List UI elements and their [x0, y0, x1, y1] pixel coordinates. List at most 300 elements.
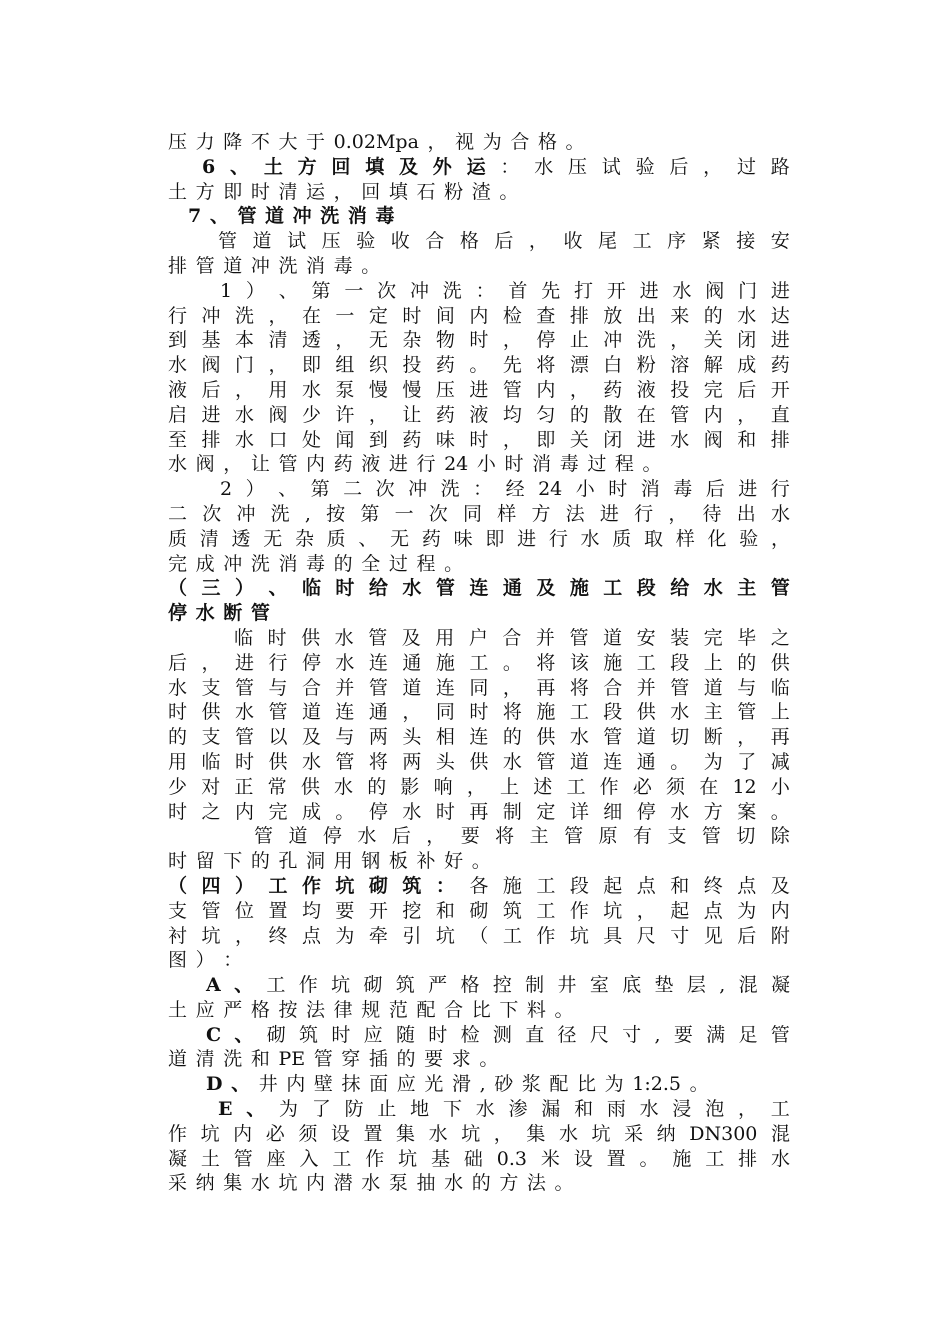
text-char: 。: [502, 651, 522, 674]
text-char: 进: [517, 527, 537, 550]
text-char: ，: [234, 378, 254, 401]
text-char: 透: [301, 329, 321, 352]
text-char: 为: [703, 750, 723, 773]
text-char: 第: [310, 478, 330, 501]
text-char: 2: [220, 478, 233, 501]
text-char: 给: [368, 577, 388, 600]
text-char: 连: [469, 577, 489, 600]
text-char: 作: [599, 775, 619, 798]
text-char: 在: [301, 304, 321, 327]
text-char: PE: [278, 1048, 306, 1071]
text-char: 及: [399, 155, 419, 178]
text-char: 格: [250, 998, 270, 1021]
text-char: 设: [573, 1147, 593, 1170]
text-char: 应: [396, 1073, 416, 1096]
text-char: 洗: [636, 329, 656, 352]
text-char: 室: [589, 974, 609, 997]
text-char: 合: [603, 676, 623, 699]
text-char: 管: [254, 825, 274, 848]
text-line: [168, 378, 790, 403]
text-char: 水: [639, 1098, 659, 1121]
text-char: 施: [672, 1147, 692, 1170]
text-char: 成: [737, 354, 757, 377]
text-char: 作: [301, 874, 321, 897]
text-char: 小: [476, 453, 496, 476]
text-char: 道: [252, 230, 272, 253]
text-char: 、: [246, 1098, 266, 1121]
text-char: 两: [402, 750, 422, 773]
text-char: 溶: [670, 354, 690, 377]
text-char: 要: [335, 899, 355, 922]
text-char: 牵: [368, 924, 388, 947]
text-char: 同: [435, 701, 455, 724]
text-char: 管: [564, 825, 584, 848]
text-char: 工: [502, 924, 522, 947]
text-char: 后: [669, 155, 689, 178]
text-char: 的: [502, 726, 522, 749]
text-char: ，: [223, 453, 243, 476]
text-char: 样: [675, 527, 695, 550]
text-char: ，: [737, 403, 757, 426]
text-char: 清: [268, 329, 288, 352]
text-char: 米: [540, 1147, 560, 1170]
text-char: ，: [636, 899, 656, 922]
text-char: 述: [533, 775, 553, 798]
text-char: 影: [400, 775, 420, 798]
text-char: 坑: [398, 1147, 418, 1170]
text-char: ，: [335, 329, 355, 352]
text-char: 砌: [363, 974, 383, 997]
text-char: 定: [368, 304, 388, 327]
text-char: 方: [703, 800, 723, 823]
text-char: 供: [301, 626, 321, 649]
text-char: 后: [737, 924, 757, 947]
text-char: 筑: [402, 874, 422, 897]
text-char: 通: [402, 651, 422, 674]
text-char: ，: [402, 701, 422, 724]
text-char: 断: [223, 602, 243, 625]
text-line: [168, 279, 790, 304]
text-char: 让: [402, 403, 422, 426]
text-char: 进: [599, 502, 619, 525]
text-char: 进: [234, 651, 254, 674]
text-char: 冲: [236, 502, 256, 525]
text-char: 毒: [559, 453, 579, 476]
text-char: 寸: [622, 1023, 642, 1046]
text-char: 上: [770, 701, 790, 724]
text-char: 排: [770, 428, 790, 451]
text-char: 药: [435, 354, 455, 377]
text-line: [168, 601, 790, 626]
text-char: 料: [526, 998, 546, 1021]
text-char: 道: [636, 726, 656, 749]
text-char: 临: [301, 577, 321, 600]
text-char: ，: [368, 403, 388, 426]
text-char: 、: [231, 1073, 251, 1096]
text-char: 药: [770, 354, 790, 377]
text-char: 粉: [444, 180, 464, 203]
text-char: 均: [502, 403, 522, 426]
text-char: 排: [168, 254, 188, 277]
text-char: 。: [469, 354, 489, 377]
text-char: 时: [331, 1023, 351, 1046]
text-char: 水: [234, 701, 254, 724]
text-char: 排: [738, 1147, 758, 1170]
text-char: 土: [200, 1147, 220, 1170]
text-char: 停: [322, 825, 342, 848]
text-char: 置: [268, 899, 288, 922]
text-char: 留: [195, 850, 215, 873]
text-char: 支: [201, 726, 221, 749]
text-char: 0.02Mpa: [333, 131, 419, 153]
text-char: 进: [201, 403, 221, 426]
text-char: 时: [435, 800, 455, 823]
text-char: 临: [770, 676, 790, 699]
text-char: 本: [234, 329, 254, 352]
text-char: 和: [737, 428, 757, 451]
text-char: 。: [642, 453, 662, 476]
text-char: 时: [428, 1023, 448, 1046]
text-char: 、: [234, 1023, 254, 1046]
text-char: 的: [367, 775, 387, 798]
text-char: 。: [670, 750, 690, 773]
text-line: [168, 824, 790, 849]
text-char: 点: [737, 874, 757, 897]
text-char: 和: [435, 899, 455, 922]
text-char: 再: [770, 726, 790, 749]
text-char: 工: [332, 1147, 352, 1170]
text-char: 水: [670, 428, 690, 451]
text-char: 行: [634, 502, 654, 525]
text-char: ：: [475, 279, 495, 302]
text-char: 后: [168, 651, 188, 674]
text-char: 内: [286, 1073, 306, 1096]
text-char: 泵: [388, 1172, 408, 1195]
text-char: 井: [258, 1073, 278, 1096]
text-char: 关: [703, 329, 723, 352]
text-char: 在: [699, 775, 719, 798]
text-char: 四: [201, 874, 221, 897]
text-char: 连: [335, 701, 355, 724]
text-line: [168, 452, 790, 477]
text-char: 次: [375, 478, 395, 501]
text-char: 下: [499, 998, 519, 1021]
text-char: 按: [278, 998, 298, 1021]
text-char: 。: [554, 1172, 574, 1195]
text-char: 两: [368, 726, 388, 749]
text-char: 放: [603, 304, 623, 327]
text-char: 开: [606, 279, 626, 302]
text-char: 时: [267, 626, 287, 649]
text-char: ，: [569, 378, 589, 401]
text-char: 冲: [409, 279, 429, 302]
text-line: [168, 676, 790, 701]
text-line: [168, 899, 790, 924]
text-char: 水: [361, 1172, 381, 1195]
text-char: 打: [574, 279, 594, 302]
text-char: 并: [335, 676, 355, 699]
text-char: ，: [333, 180, 353, 203]
text-char: 图: [168, 949, 188, 972]
text-char: 洗: [223, 1048, 243, 1071]
text-char: 须: [666, 775, 686, 798]
text-char: 细: [603, 800, 623, 823]
text-char: 为: [737, 899, 757, 922]
text-char: 在: [636, 403, 656, 426]
text-char: 压: [168, 131, 188, 153]
text-char: 填: [365, 155, 385, 178]
text-char: 供: [300, 775, 320, 798]
text-char: 作: [298, 974, 318, 997]
text-char: 相: [435, 726, 455, 749]
text-char: 供: [636, 701, 656, 724]
text-char: 水: [737, 304, 757, 327]
text-char: 时: [469, 701, 489, 724]
text-char: 足: [738, 1023, 758, 1046]
text-char: 法: [565, 502, 585, 525]
text-char: 。: [479, 1048, 499, 1071]
text-char: 于: [306, 131, 326, 153]
text-char: 道: [703, 676, 723, 699]
text-char: 格: [537, 131, 557, 153]
text-char: 水: [168, 453, 188, 476]
text-char: 。: [361, 254, 381, 277]
text-char: 漂: [569, 354, 589, 377]
text-line: [168, 527, 790, 552]
text-char: 24: [444, 453, 469, 476]
text-line: [168, 403, 790, 428]
text-char: 管: [234, 726, 254, 749]
text-char: 水: [234, 403, 254, 426]
text-char: 许: [335, 403, 355, 426]
text-char: 时: [168, 701, 188, 724]
text-line: [168, 229, 790, 254]
text-char: （: [168, 874, 188, 897]
text-char: 严: [223, 998, 243, 1021]
text-char: 上: [703, 651, 723, 674]
text-char: 范: [388, 998, 408, 1021]
text-char: 管: [278, 453, 298, 476]
text-char: 安: [636, 626, 656, 649]
text-char: 管: [368, 676, 388, 699]
text-char: 内: [469, 304, 489, 327]
text-char: ，: [268, 354, 288, 377]
text-char: 和: [574, 1098, 594, 1121]
text-char: 终: [703, 874, 723, 897]
text-char: 压: [435, 378, 455, 401]
text-char: 方: [297, 155, 317, 178]
text-char: 连: [368, 651, 388, 674]
text-char: 内: [306, 453, 326, 476]
text-char: 液: [636, 378, 656, 401]
text-char: 压: [321, 230, 341, 253]
text-char: 集: [223, 1172, 243, 1195]
text-char: 下: [223, 850, 243, 873]
text-char: 时: [168, 800, 188, 823]
text-char: 渗: [508, 1098, 528, 1121]
text-char: 冲: [250, 254, 270, 277]
text-char: 施: [569, 577, 589, 600]
text-char: 正: [234, 775, 254, 798]
text-char: 响: [433, 775, 453, 798]
text-char: 质: [612, 527, 632, 550]
text-char: 程: [614, 453, 634, 476]
text-char: 冲: [223, 552, 243, 575]
text-char: 毒: [375, 205, 395, 228]
text-char: 点: [703, 899, 723, 922]
text-char: 管: [201, 899, 221, 922]
text-char: 将: [495, 825, 515, 848]
text-line: [168, 353, 790, 378]
text-line: [168, 1122, 790, 1147]
text-char: 起: [670, 899, 690, 922]
text-char: ）: [234, 577, 254, 600]
text-char: 冲: [408, 478, 428, 501]
text-char: 连: [469, 726, 489, 749]
text-char: 坑: [461, 1122, 481, 1145]
text-char: 成: [195, 552, 215, 575]
text-char: 味: [453, 527, 473, 550]
text-char: 时: [402, 304, 422, 327]
text-char: 段: [569, 874, 589, 897]
text-char: 消: [640, 478, 660, 501]
text-char: 基: [431, 1147, 451, 1170]
text-char: 水: [670, 800, 690, 823]
text-char: 施: [603, 651, 623, 674]
text-char: 石: [416, 180, 436, 203]
text-char: 力: [195, 131, 215, 153]
text-char: 。: [554, 998, 574, 1021]
text-char: 好: [444, 850, 464, 873]
text-char: 并: [535, 626, 555, 649]
text-char: 工: [536, 899, 556, 922]
text-char: 土: [168, 998, 188, 1021]
text-char: 入: [299, 1147, 319, 1170]
text-char: 三: [201, 577, 221, 600]
text-char: 先: [502, 354, 522, 377]
text-char: 行: [548, 527, 568, 550]
text-char: 。: [444, 552, 464, 575]
text-char: 小: [770, 775, 790, 798]
text-char: ，: [502, 676, 522, 699]
text-char: 户: [468, 626, 488, 649]
text-char: 坑: [591, 1122, 611, 1145]
text-line: [168, 1171, 790, 1196]
text-char: 了: [737, 750, 757, 773]
text-char: 程: [416, 552, 436, 575]
text-line: [168, 1097, 790, 1122]
text-char: 取: [644, 527, 664, 550]
text-char: 水: [335, 651, 355, 674]
text-char: 时: [608, 478, 628, 501]
text-char: 、: [278, 279, 298, 302]
text-char: 用: [435, 626, 455, 649]
text-char: ，: [528, 230, 548, 253]
text-char: 大: [278, 131, 298, 153]
text-char: 置: [363, 1122, 383, 1145]
text-char: 寸: [670, 924, 690, 947]
text-char: 液: [469, 403, 489, 426]
text-char: 面: [369, 1073, 389, 1096]
text-char: 头: [402, 726, 422, 749]
text-char: ,: [719, 974, 726, 997]
text-char: 给: [670, 577, 690, 600]
text-char: 停: [168, 602, 188, 625]
text-char: 层: [686, 974, 706, 997]
text-line: [168, 948, 790, 973]
text-char: 工: [566, 775, 586, 798]
text-char: 验: [739, 527, 759, 550]
text-char: 光: [424, 1073, 444, 1096]
text-char: 到: [168, 329, 188, 352]
text-char: 筑: [502, 899, 522, 922]
text-char: 了: [311, 1098, 331, 1121]
text-char: ，: [466, 775, 486, 798]
text-char: 主: [703, 701, 723, 724]
text-char: 抹: [341, 1073, 361, 1096]
text-char: 管: [770, 1023, 790, 1046]
text-char: 关: [569, 428, 589, 451]
text-char: 完: [268, 800, 288, 823]
text-char: 进: [388, 453, 408, 476]
text-char: 出: [636, 304, 656, 327]
text-char: 查: [536, 304, 556, 327]
text-line: [168, 800, 790, 825]
text-char: 法: [526, 1172, 546, 1195]
text-char: 洗: [234, 304, 254, 327]
text-char: 均: [301, 899, 321, 922]
text-line: [168, 155, 790, 180]
text-char: 尺: [636, 924, 656, 947]
text-char: 二: [168, 502, 188, 525]
text-char: 底: [622, 974, 642, 997]
text-char: 匀: [536, 403, 556, 426]
text-char: 来: [670, 304, 690, 327]
text-char: 药: [435, 403, 455, 426]
text-char: 坑: [435, 924, 455, 947]
text-char: 散: [603, 403, 623, 426]
text-char: 行: [168, 304, 188, 327]
text-char: 引: [402, 924, 422, 947]
text-char: 临: [234, 626, 254, 649]
text-char: 终: [268, 924, 288, 947]
text-char: ,: [479, 1073, 486, 1096]
text-char: 合: [425, 230, 445, 253]
text-char: 砌: [368, 874, 388, 897]
text-char: 潜: [333, 1172, 353, 1195]
text-char: ，: [493, 1122, 513, 1145]
text-line: [168, 1047, 790, 1072]
text-char: 解: [703, 354, 723, 377]
text-char: 采: [168, 1172, 188, 1195]
text-char: 行: [770, 478, 790, 501]
text-char: 的: [250, 850, 270, 873]
text-char: ,: [654, 1023, 661, 1046]
text-line: [168, 725, 790, 750]
text-char: ，: [770, 527, 790, 550]
text-char: 即: [536, 428, 556, 451]
text-char: 收: [390, 230, 410, 253]
text-char: 经: [505, 478, 525, 501]
text-char: 完: [703, 378, 723, 401]
text-char: 具: [603, 924, 623, 947]
text-char: 合: [444, 998, 464, 1021]
text-char: 少: [301, 403, 321, 426]
text-char: 慢: [368, 378, 388, 401]
text-char: 消: [532, 453, 552, 476]
text-char: 直: [770, 403, 790, 426]
text-char: 作: [168, 1122, 188, 1145]
